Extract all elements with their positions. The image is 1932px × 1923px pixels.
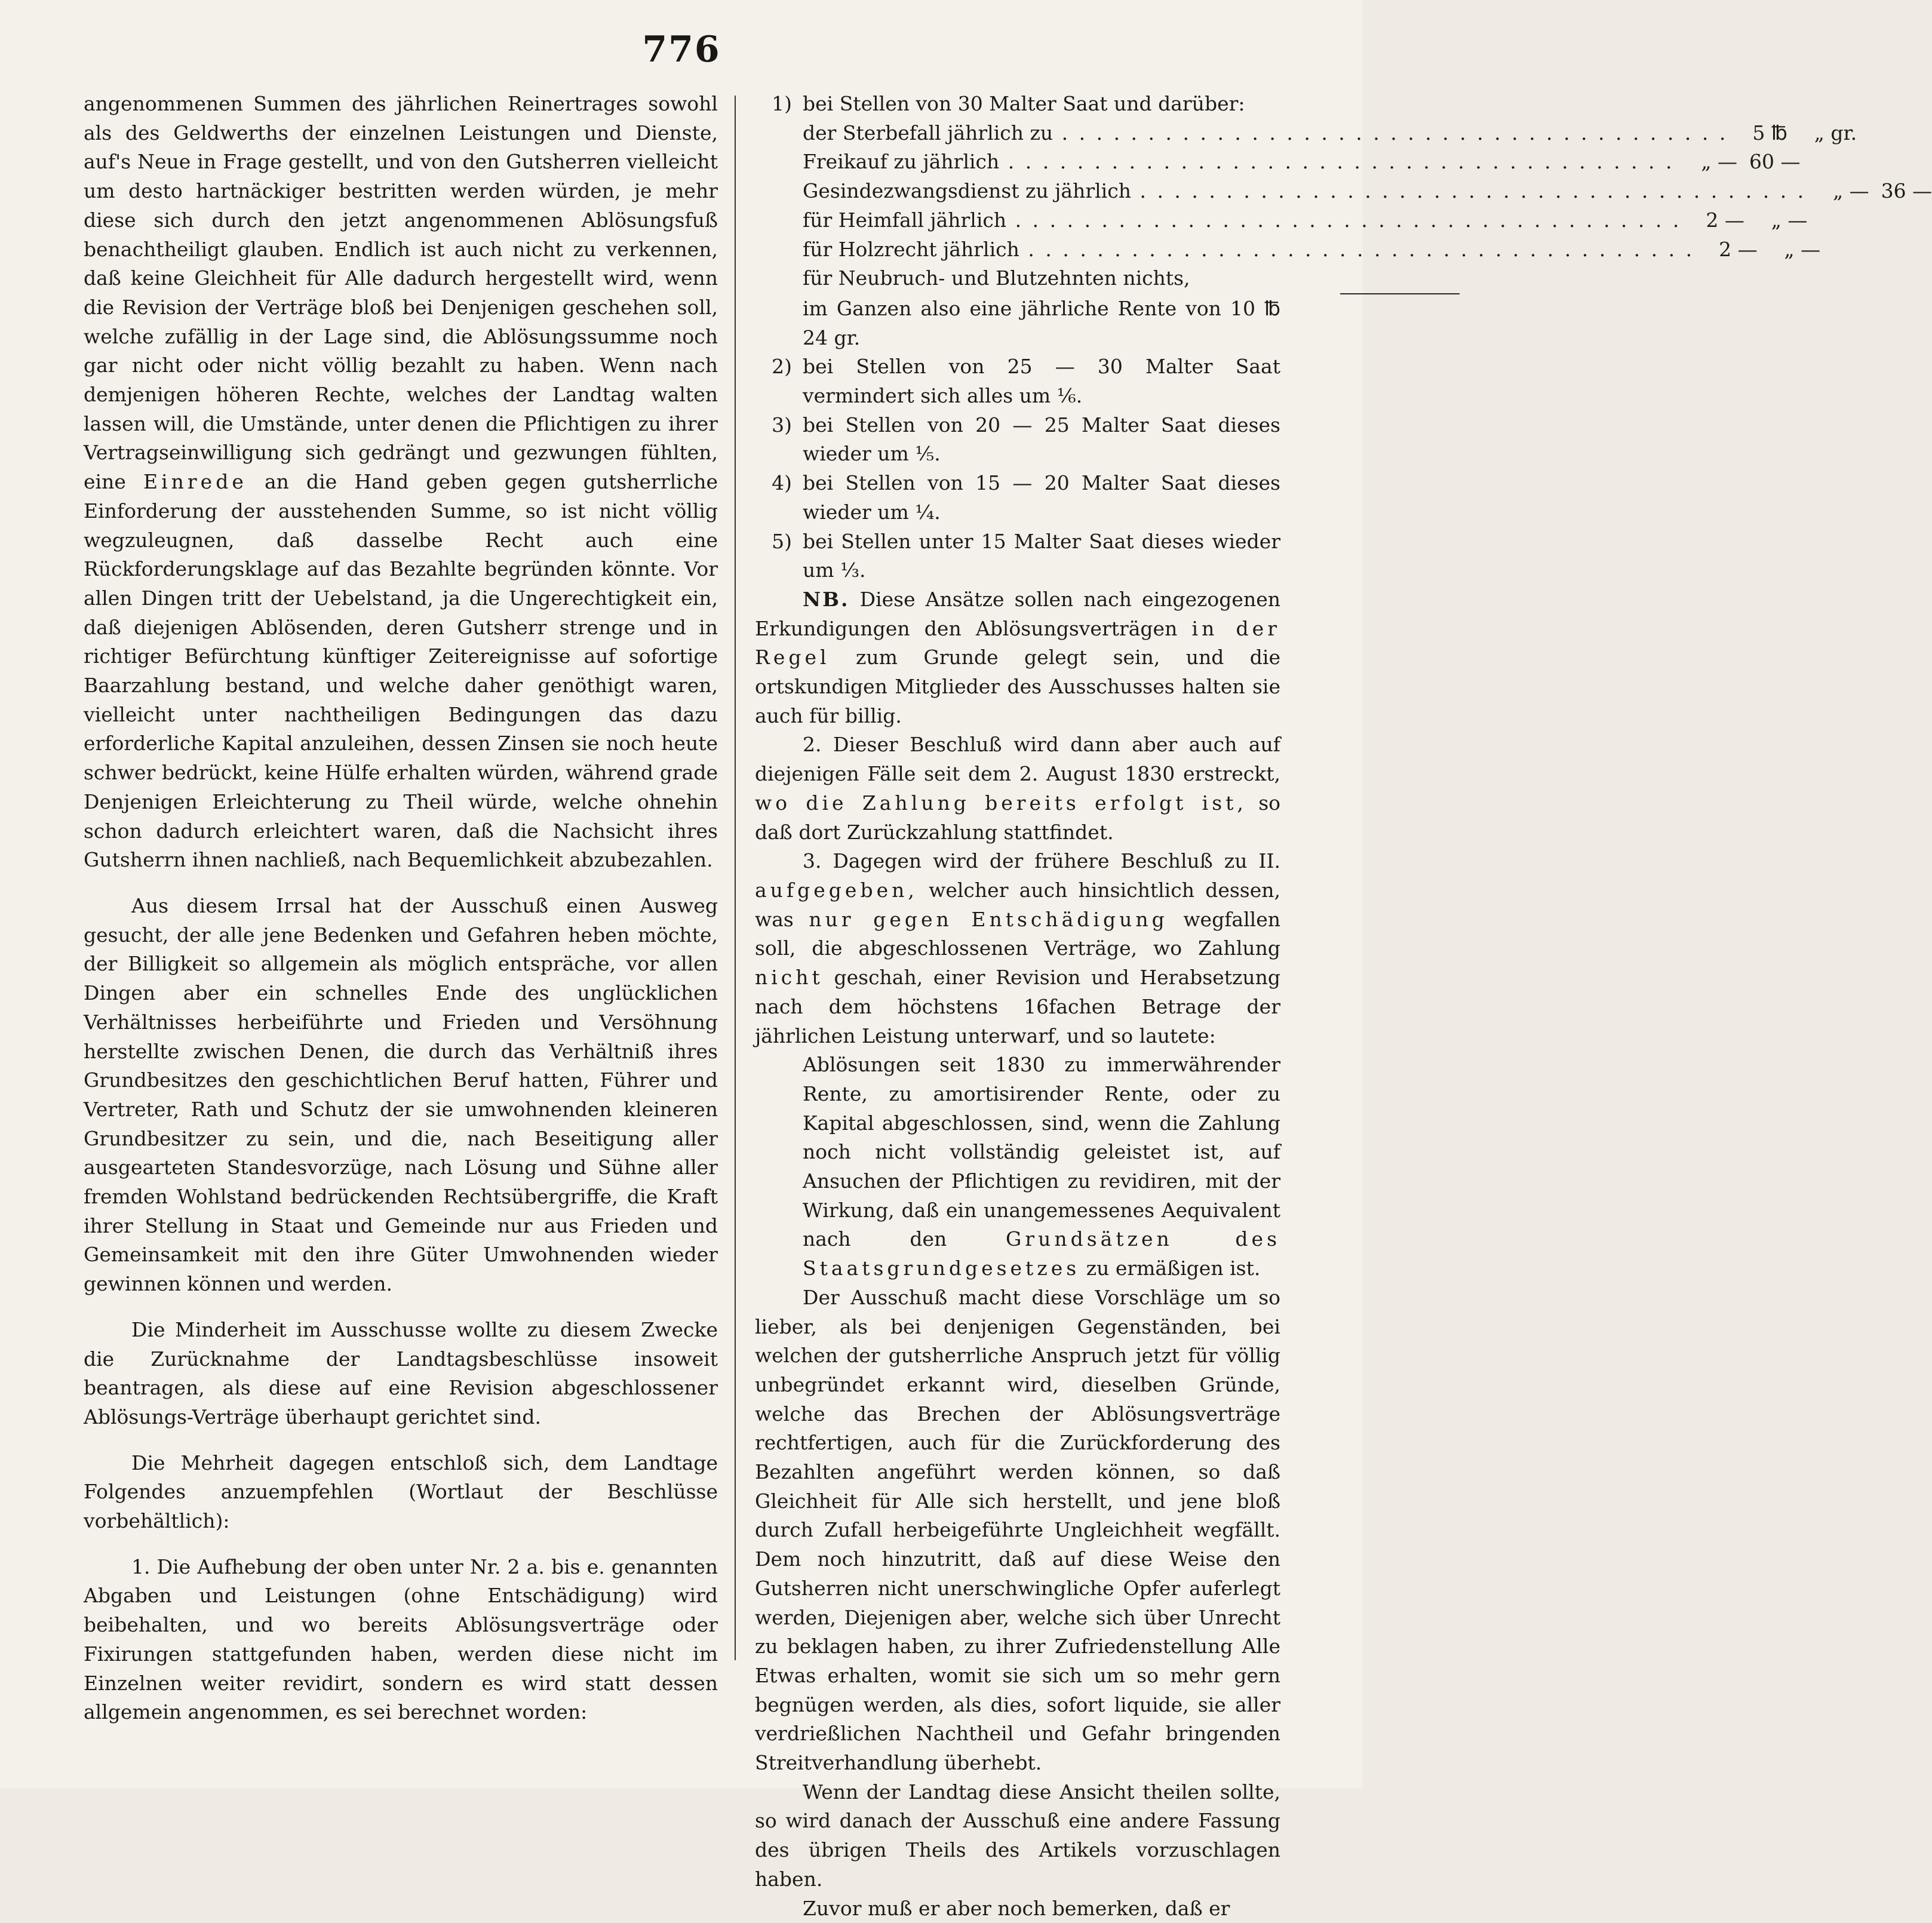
rp2-a: 2. Dieser Beschluß wird dann aber auch auf diejenigen Fälle seit dem 2. August 1830 erstreckt, [755,733,1280,786]
right-paragraph-4: Der Ausschuß macht diese Vorschläge um so lieber, als bei denjenigen Gegenständen, bei welchen der gutsherrliche Anspruch jetzt für völlig unbegründet erkannt wird, dieselben Gründe, welche das Brechen der Ablösungsverträge rechtfertigen, auch für die Zurückforderung des Bezahlten angeführt werden können, so daß Gleichheit für Alle sich herstellt, und jene bloß durch Zufall herbeigeführte Ungleichheit wegfällt. Dem noch hinzutritt, daß auf diese Weise den Gutsherren nicht unerschwingliche Opfer auferlegt werden, Diejenigen aber, welche sich über Unrecht zu beklagen haben, zu ihrer Zufriedenstellung Alle Etwas erhalten, womit sie sich um so mehr gern begnügen werden, als dies, sofort liquide, sie aller verdrießlichen Nachtheil und Gefahr bringenden Streitverhandlung überhebt. [755,1285,1280,1775]
quote-spaced: Grundsätzen des Staatsgrundgesetzes [803,1227,1281,1280]
list-item-2-text: bei Stellen von 25 — 30 Malter Saat vermindert sich alles um ⅙. [803,355,1280,408]
rate-thaler-unit: — [1724,208,1744,232]
left-paragraph-3: Die Minderheit im Ausschusse wollte zu diesem Zwecke die Zurücknahme der Landtagsbeschlüsse insoweit beantragen, als diese auf eine Revision abgeschlossener Ablösungs-Verträge überhaupt gerichtet sind. [84,1317,718,1429]
list-item-1-intro: bei Stellen von 30 Malter Saat und darüber: [803,92,1245,115]
rp3-b: welcher auch hinsichtlich dessen, was [755,878,1280,931]
rate-groschen: „ [1784,237,1795,261]
rp3-spaced-3: nicht [755,966,824,990]
rate-groschen-unit: — [1780,150,1801,174]
rate-thaler-unit: ℔ [1771,121,1787,145]
rate-groschen-unit: — [1912,179,1932,203]
left-p1-text: angenommenen Summen des jährlichen Reinertrages sowohl als des Geldwerths der einzelnen Leistungen und Dienste, auf's Neue in Frage gestellt, und von den Gutsherren vielleicht um desto hartnäckiger bestritten werden würden, je mehr diese sich durch den jetzt angenommenen Ablösungsfuß benachtheiligt glauben. Endlich ist auch nicht zu verkennen, daß keine Gleichheit für Alle dadurch hergestellt wird, wenn die Revision der Verträge bloß bei Denjenigen geschehen soll, welche zufällig in der Lage sind, die Ablösungssumme noch gar nicht oder nicht völlig bezahlt zu haben. Wenn nach demjenigen höheren Rechte, welches der Landtag walten lassen will, die Umstände, unter denen die Pflichtigen zu ihrer Vertragseinwilligung sich gedrängt und gezwungen fühlten, eine [84,92,718,494]
rp3-spaced-2: nur gegen Entschädigung [809,907,1168,931]
left-p1-end: an die Hand geben gegen gutsherrliche Einforderung der ausstehenden Summe, so ist nicht völlig wegzuleugnen, daß dasselbe Recht auch eine Rückforderungsklage auf das Bezahlte begründen könnte. Vor allen Dingen tritt der Uebelstand, ja die Ungerechtigkeit ein, daß diejenigen Ablösenden, deren Gutsherr strenge und in richtiger Befürchtung künftiger Zeitereignisse auf sofortige Baarzahlung bestand, und welche daher genöthigt waren, vielleicht unter nachtheiligen Bedingungen das dazu erforderliche Kapital anzuleihen, dessen Zinsen sie noch heute schwer bedrückt, keine Hülfe erhalten würden, während grade Denjenigen Erleichterung zu Theil würde, welche ohnehin schon dadurch erleichtert waren, daß die Nachsicht ihres Gutsherrn ihnen nachließ, nach Bequemlichkeit abzubezahlen. [84,470,718,872]
total-rule [1340,293,1460,294]
rate-label: der Sterbefall jährlich zu . . . [803,119,1728,148]
rate-value [1728,119,1857,148]
page-number: 776 [642,29,721,70]
rp3-c: wegfallen soll, die abgeschlossenen Verträge, wo Zahlung [755,907,1280,960]
rp2-b: so daß dort Zurückzahlung stattfindet. [755,791,1280,844]
rate-value [1681,206,1807,235]
rate-groschen: 36 [1881,179,1906,203]
rate-row-neubruch [803,264,1280,293]
list-number-5: 5) [772,529,792,553]
list-item-1 [755,90,1280,119]
rate-row-gesindezwangsdienst [803,177,1932,206]
list-item-3-text: bei Stellen von 20 — 25 Malter Saat dieses wieder um ⅕. [803,413,1280,466]
rate-total: im Ganzen also eine jährliche Rente von 10 ℔ 24 gr. [803,296,1280,349]
rate-thaler-unit: — [1737,237,1758,261]
list-number-3: 3) [772,413,792,437]
nb-text-b: zum Grunde gelegt sein, und die ortskundigen Mitglieder des Ausschusses halten sie auch für billig. [755,646,1281,727]
nb-spaced: in der Regel [755,616,1280,669]
rate-thaler-unit: — [1718,150,1737,174]
right-column [755,90,1932,1923]
quoted-resolution [803,1050,1280,1283]
nb-paragraph [755,585,1280,731]
rate-label: Freikauf zu jährlich . . . [803,148,1675,177]
column-divider [735,96,736,1660]
rate-value [1694,235,1820,265]
list-item-5 [755,527,1280,585]
left-paragraph-1 [84,90,718,875]
nb-text-a: Diese Ansätze sollen nach eingezogenen Erkundigungen den Ablösungsverträgen [755,587,1280,640]
rate-row-sterbefall [803,119,1857,148]
list-number-4: 4) [772,471,792,495]
rate-row-holzrecht [803,235,1821,265]
rate-groschen-unit: — [1801,237,1821,261]
left-column [84,90,718,1727]
quote-a: Ablösungen seit 1830 zu immerwährender Rente, zu amortisirender Rente, oder zu Kapital abgeschlossen, sind, wenn die Zahlung noch nicht vollständig geleistet ist, auf Ansuchen der Pflichtigen zu revidiren, mit der Wirkung, daß ein unangemessenes Aequivalent nach den [803,1053,1280,1251]
left-paragraph-5: 1. Die Aufhebung der oben unter Nr. 2 a. bis e. genannten Abgaben und Leistungen (ohne Entschädigung) wird beibehalten, und wo bereits Ablösungsverträge oder Fixirungen stattgefunden haben, werden diese nicht im Einzelnen weiter revidirt, sondern es wird statt dessen allgemein angenommen, es sei berechnet worden: [84,1555,718,1724]
list-number-1: 1) [772,92,792,115]
left-paragraph-2: Aus diesem Irrsal hat der Ausschuß einen Ausweg gesucht, der alle jene Bedenken und Gefahren heben möchte, der Billigkeit so allgemein als möglich entspräche, vor allen Dingen aber ein schnelles Ende des unglücklichen Verhältnisses herbeiführte und Frieden und Versöhnung herstellte zwischen Denen, die durch das Verhältniß ihres Grundbesitzes den geschichtlichen Beruf hatten, Führer und Vertreter, Rath und Schutz der sie umwohnenden kleineren Grundbesitzer zu sein, und die, nach Beseitigung aller ausgearteten Standesvorzüge, nach Lösung und Sühne aller fremden Wohlstand bedrückenden Rechtsübergriffe, die Kraft ihrer Stellung in Staat und Gemeinde nur aus Frieden und Gemeinsamkeit mit den ihre Güter Umwohnenden wieder gewinnen können und werden. [84,893,718,1296]
rate-row-freikauf [803,148,1801,177]
rp3-a: 3. Dagegen wird der frühere Beschluß zu II. [803,849,1280,873]
left-paragraph-4: Die Mehrheit dagegen entschloß sich, dem Landtage Folgendes anzuempfehlen (Wortlaut der Beschlüsse vorbehältlich): [84,1451,718,1533]
rate-value [1806,177,1932,206]
list-item-3 [755,411,1280,469]
rate-thaler: „ [1833,179,1844,203]
right-paragraph-3 [755,847,1280,1050]
quote-b: zu ermäßigen ist. [1086,1257,1261,1280]
rate-label: für Heimfall jährlich . . . [803,206,1681,235]
rate-thaler-unit: — [1849,179,1869,203]
rate-groschen: „ [1771,208,1782,232]
list-item-5-text: bei Stellen unter 15 Malter Saat dieses wieder um ⅓. [803,529,1280,582]
rate-thaler: 2 [1719,237,1732,261]
rate-value [1675,148,1801,177]
list-number-2: 2) [772,355,792,379]
left-p1-spaced: Einrede [143,470,247,494]
right-paragraph-5: Wenn der Landtag diese Ansicht theilen sollte, so wird danach der Ausschuß eine andere Fassung des übrigen Theils des Artikels vorzuschlagen haben. [755,1780,1280,1891]
right-paragraph-2 [755,730,1280,847]
nb-label: NB. [803,587,850,611]
list-item-4 [755,469,1280,527]
rate-groschen: „ [1814,121,1825,145]
rate-groschen-unit: gr. [1830,121,1857,145]
rp3-spaced-1: aufgegeben, [755,878,918,902]
rate-label: für Neubruch- und Blutzehnten nichts, [803,266,1190,290]
rate-groschen: 60 [1749,150,1774,174]
rate-label: Gesindezwangsdienst zu jährlich . . . [803,177,1806,206]
rp2-spaced: wo die Zahlung bereits erfolgt ist, [755,791,1247,815]
right-paragraph-6: Zuvor muß er aber noch bemerken, daß er [803,1896,1230,1920]
rate-thaler: 5 [1752,121,1765,145]
list-item-2 [755,352,1280,410]
rate-groschen-unit: — [1787,208,1808,232]
rate-label: für Holzrecht jährlich . . . [803,235,1694,265]
rp3-d: geschah, einer Revision und Herabsetzung nach dem höchstens 16fachen Betrage der jährlichen Leistung unterwarf, und so lautete: [755,966,1280,1047]
rate-thaler: „ [1701,150,1712,174]
list-item-4-text: bei Stellen von 15 — 20 Malter Saat dieses wieder um ¼. [803,471,1280,524]
rate-thaler: 2 [1706,208,1719,232]
rate-row-heimfall [803,206,1808,235]
